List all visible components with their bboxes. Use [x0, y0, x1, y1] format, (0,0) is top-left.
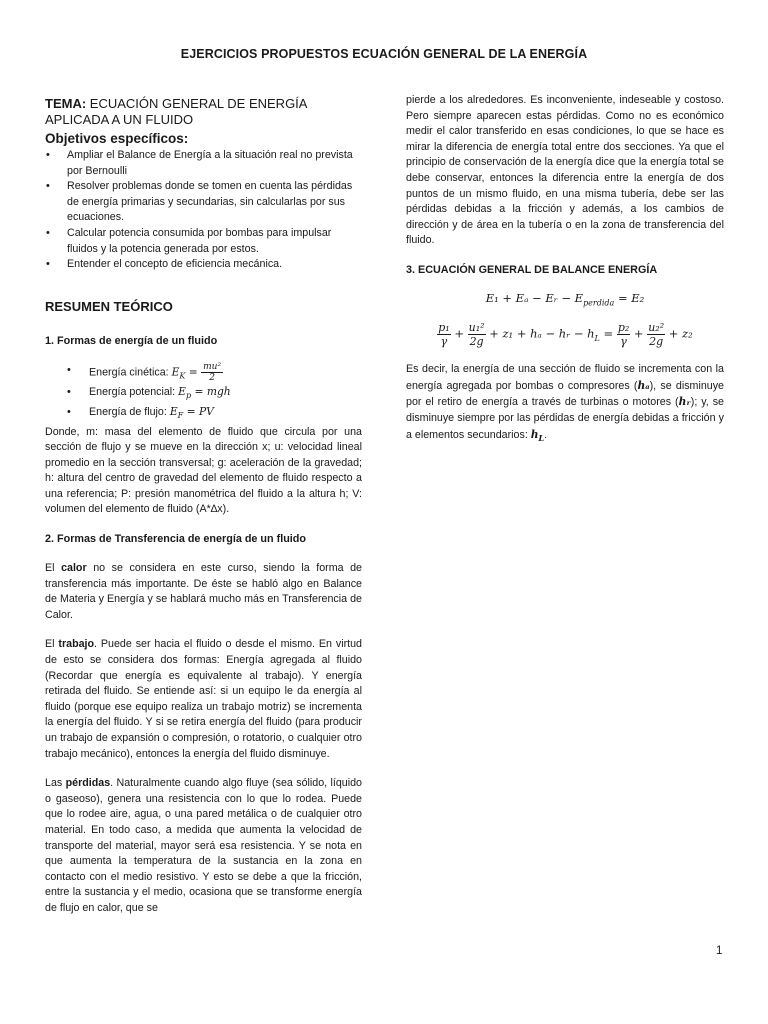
section-1-heading: 1. Formas de energía de un fluido	[45, 334, 218, 347]
cinetica-fraction: $\frac{\text{mu²}}{2}$	[203, 361, 222, 383]
calor-paragraph: El calor no se considera en este curso, siendo la forma de transferencia más importante. De éste se habló algo en Balance de Materia y Energía y se hablará mucho más en Transferencia de Calor.	[45, 562, 362, 621]
energia-cinetica-item: • Energía cinética: $E_K$ = $\frac{\text{mu²}}{2}$	[45, 362, 362, 384]
list-item: • Resolver problemas donde se tomen en cuenta las pérdidas de energía primarias y secundarias, sin calcularlas por sus ecuaciones.	[45, 179, 362, 226]
continuation-paragraph: pierde a los alrededores. Es inconveniente, indeseable y costoso. Pero siempre aparecen estas pérdidas. Como no es económico medir el calor transferido en esas condiciones, lo que se hace es mirar la diferencia de energía total entre dos secciones. Ya que el principio de conservación de la energía dice que la energía total se debe conservar, entonces la diferencia entre la energía de dos puntos de un mismo fluido, en una misma tubería, debe ser las pérdidas debidas a la fricción y además, a los cambios de dirección y de área en la tubería o en la zona de transferencia del fluido.	[406, 94, 724, 247]
energia-flujo-item: • Energía de flujo: $E_F$ = PV	[45, 404, 362, 424]
right-column	[406, 93, 724, 446]
bernoulli-equation: $\frac{\text{p₁}}{\gamma}$ + $\frac{\text{u₁²}}{2g}$ + z₁ + hₐ − hᵣ − $h_L$ = $\frac{\text{p₂}}{\gamma}$ + $\frac{\text{u₂²}}{2g}$ + z₂	[438, 321, 693, 349]
list-item: • Entender el concepto de eficiencia mecánica.	[45, 257, 362, 273]
section-3-heading: 3. ECUACIÓN GENERAL DE BALANCE ENERGÍA	[406, 263, 658, 276]
page-number: 1	[716, 945, 723, 957]
energy-forms-list	[45, 362, 362, 425]
list-item: • Ampliar el Balance de Energía a la situación real no prevista por Bernoulli	[45, 148, 362, 179]
trabajo-paragraph: El trabajo. Puede ser hacia el fluido o desde el mismo. En virtud de esto se considera dos formas: Energía agregada al fluido (Recordar que energía es equivalente al trabajo). Y energía retirada del fluido. Se entiende así: si un equipo le da energía al fluido (porque ese equipo realiza un trabajo motriz) se incrementa la energía del fluido. Y si se retira energía del fluido (para producir un trabajo de expansión o compresión, o rotatorio, o cualquier otro trabajo mecánico), entonces la energía del fluido disminuye.	[45, 638, 362, 760]
tema-heading: TEMA: ECUACIÓN GENERAL DE ENERGÍA APLICADA A UN FLUIDO	[45, 96, 307, 127]
objetivos-heading: Objetivos específicos:	[45, 131, 189, 146]
left-column	[45, 96, 362, 917]
perdidas-paragraph: Las pérdidas. Naturalmente cuando algo fluye (sea sólido, líquido o gaseoso), genera una resistencia con lo que lo rodea. Puede que lo rodee aire, agua, o una pared metálica o de cualquier otro material. En todo caso, a medida que aumenta la velocidad de transporte del material, mayor será esa resistencia. Y se nota en que aumenta la temperatura de la sustancia en la zona en contacto con el medio resistivo. Y esto se debe a que la fricción, entre la sustancia y el medio, ocasiona que se transforme energía de flujo en calor, que se	[45, 777, 363, 914]
list-item: • Calcular potencia consumida por bombas para impulsar fluidos y la potencia generada por estos.	[45, 226, 362, 257]
section-2-heading: 2. Formas de Transferencia de energía de un fluido	[45, 533, 306, 546]
objetivos-list	[45, 148, 362, 273]
section-1-text: Donde, m: masa del elemento de fluido que circula por una sección de flujo y se mueve en la dirección x; u: velocidad lineal promedio en la sección transversal; g: aceleración de la gravedad; h: altura del centro de gravedad del elemento de fluido respecto a una referencia; P: presión manométrica del fluido a la altura h; V: volumen del elemento de fluido (A*∆x).	[45, 425, 362, 516]
energia-potencial-item: • Energía potencial: $E_p$ = mgh	[45, 384, 362, 404]
closing-paragraph: Es decir, la energía de una sección de fluido se incrementa con la energía agregada por bombas o compresores (hₐ), se disminuye por el retiro de energía a través de turbinas o motores (hᵣ); y, se disminuye siempre por las pérdidas de energía debidas a fricción y a elementos secundarios: $h_L$.	[406, 363, 724, 443]
resumen-heading: RESUMEN TEÓRICO	[45, 298, 173, 314]
page-title: EJERCICIOS PROPUESTOS ECUACIÓN GENERAL DE LA ENERGÍA	[180, 47, 588, 61]
balance-equation: E₁ + Eₐ − Eᵣ − $E_{perdida} = E_2$	[485, 290, 645, 308]
